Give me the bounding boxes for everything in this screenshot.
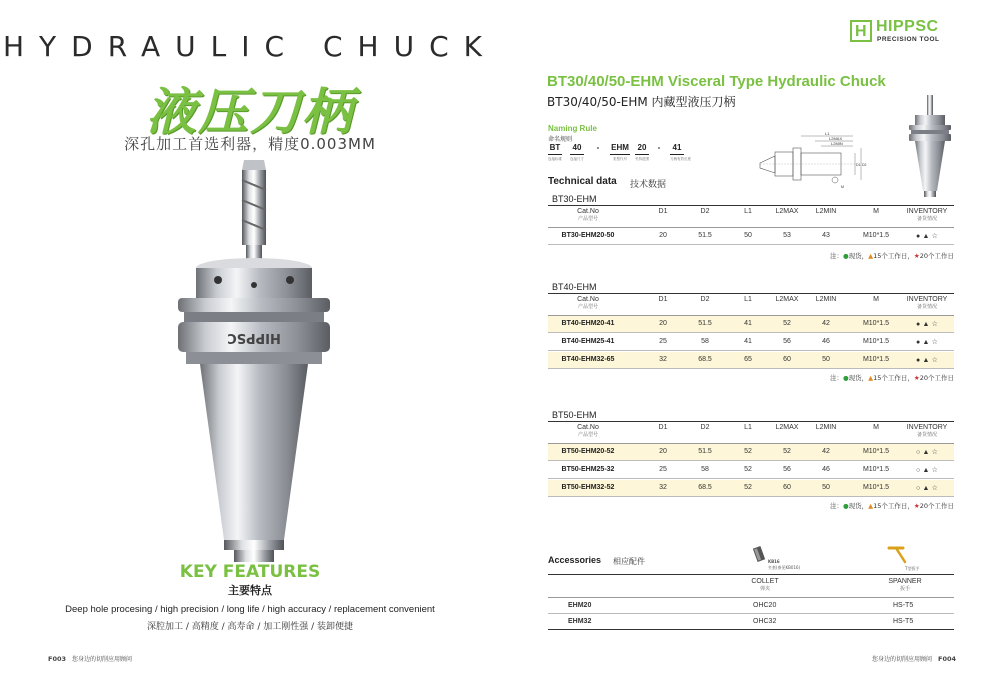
inventory-status-icons: ○ ▲ ☆ [916, 449, 938, 456]
logo-subtitle: PRECISION TOOL [877, 36, 940, 43]
heading-english: HYDRAULIC CHUCK [2, 30, 497, 63]
drawing-label-l2min: L2MIN [831, 141, 843, 146]
accessory-row-spanner: HS-T5 [893, 618, 914, 625]
naming-segment: 41 刀柄有效长度 [670, 143, 691, 161]
inventory-status-icons: ● ▲ ☆ [916, 321, 938, 328]
table-row: BT50-EHM20-52 20 51.5 52 52 42 M10*1.5 ○ ▲ ☆ [548, 444, 954, 461]
table-row: BT40-EHM20-41 20 51.5 41 52 42 M10*1.5 ● ▲ ☆ [548, 316, 954, 333]
collet-caption-sub: 夹套(参见KB016) [768, 565, 801, 570]
accessory-row-collet: OHC20 [753, 602, 777, 609]
product-title-english: BT30/40/50-EHM Visceral Type Hydraulic Chuck [547, 73, 886, 90]
section-title: BT50-EHM [552, 410, 597, 420]
right-footer [872, 654, 956, 663]
product-marking: HIPPSC [227, 330, 281, 345]
stock-legend: 注：●现货，▲15个工作日，★20个工作日 [829, 374, 954, 382]
accessory-row-collet: OHC32 [753, 618, 777, 625]
technical-data-label: Technical data [548, 176, 617, 187]
naming-segment: EHM 类型代号 [611, 143, 629, 161]
accessory-row-spanner: HS-T5 [893, 602, 914, 609]
key-features-title: KEY FEATURES [179, 562, 321, 582]
left-footer-text: 您身边的切削应用顾问 [72, 656, 133, 663]
key-features-title-cn: 主要特点 [228, 584, 272, 597]
table-row: BT50-EHM25-32 25 58 52 56 46 M10*1.5 ○ ▲ ☆ [548, 462, 954, 479]
collet-column-header: COLLET 弹夹 [751, 578, 779, 592]
accessory-row-name: EHM20 [568, 602, 592, 609]
logo-mark-icon: H [850, 20, 872, 42]
drawing-label-d2: D2 [862, 163, 867, 167]
right-page-number: F004 [938, 655, 957, 663]
right-page [500, 0, 1000, 679]
drawing-label-l1: L1 [825, 131, 830, 136]
left-page-number: F003 [48, 655, 67, 663]
logo-name: HIPPSC [876, 18, 939, 35]
spanner-column-header: SPANNER 扳手 [888, 578, 922, 592]
naming-rule-segments [548, 143, 698, 169]
naming-segment: - [596, 143, 600, 152]
stock-legend: 注：●现货，▲15个工作日，★20个工作日 [829, 502, 954, 510]
naming-segment: - [657, 143, 661, 152]
heading-chinese: 液压刀柄 [146, 83, 354, 141]
naming-rule-label-cn: 命名规则 [548, 136, 573, 143]
inventory-status-icons: ● ▲ ☆ [916, 233, 938, 240]
inventory-status-icons: ● ▲ ☆ [916, 339, 938, 346]
inventory-status-icons: ○ ▲ ☆ [916, 485, 938, 492]
features-chinese: 深腔加工 / 高精度 / 高寿命 / 加工刚性强 / 装卸便捷 [146, 622, 354, 632]
table-row: BT40-EHM25-41 25 58 41 56 46 M10*1.5 ● ▲ ☆ [548, 334, 954, 351]
left-footer [48, 654, 132, 663]
table-row: BT40-EHM32-65 32 68.5 65 60 50 M10*1.5 ● ▲ ☆ [548, 352, 954, 369]
hydraulic-chuck-product-image [160, 150, 350, 570]
naming-segment: 20 夹持范围 [635, 143, 649, 161]
spanner-icon [885, 544, 913, 566]
collet-caption: KB16 [768, 559, 780, 564]
drawing-label-d1: D1 [856, 163, 861, 167]
table-row: BT50-EHM32-52 32 68.5 52 60 50 M10*1.5 ○ ▲ ☆ [548, 480, 954, 497]
inventory-status-icons: ● ▲ ☆ [916, 357, 938, 364]
drawing-label-l2max: L2MAX [829, 136, 843, 141]
table-header: Cat.No 产品型号 D1 D2 L1 L2MAX L2MIN M INVENTORY 备货情况 [577, 208, 948, 222]
features-english: Deep hole procesing / high precision / long life / high accuracy / replacement convenient [65, 604, 435, 615]
brand-logo [850, 20, 960, 46]
table-header: Cat.No 产品型号 D1 D2 L1 L2MAX L2MIN M INVENTORY 备货情况 [577, 296, 948, 310]
section-title: BT30-EHM [552, 194, 597, 204]
right-footer-text: 您身边的切削应用顾问 [872, 656, 933, 663]
accessories-label: Accessories [548, 555, 602, 565]
stock-legend: 注：●现货，▲15个工作日，★20个工作日 [829, 252, 954, 260]
spanner-caption: T型扳手 [905, 566, 920, 571]
technical-drawing [755, 128, 870, 193]
product-title-chinese: BT30/40/50-EHM 内藏型液压刀柄 [547, 95, 736, 109]
subheading: 深孔加工首选利器，精度0.003MM [124, 135, 376, 153]
table-header: Cat.No 产品型号 D1 D2 L1 L2MAX L2MIN M INVENTORY 备货情况 [577, 424, 948, 438]
accessories-label-cn: 相应配件 [613, 557, 645, 566]
drawing-label-m: M [841, 185, 844, 189]
naming-segment: BT 连接标准 [548, 143, 562, 161]
naming-segment: 40 连接尺寸 [570, 143, 584, 161]
table-row: BT30-EHM20-50 20 51.5 50 53 43 M10*1.5 ● ▲ ☆ [548, 228, 954, 245]
technical-data-label-cn: 技术数据 [630, 180, 667, 190]
section-title: BT40-EHM [552, 282, 597, 292]
product-thumbnail [905, 95, 955, 200]
inventory-status-icons: ○ ▲ ☆ [916, 467, 938, 474]
collet-icon [752, 545, 766, 563]
accessory-row-name: EHM32 [568, 618, 592, 625]
naming-rule-label: Naming Rule [548, 124, 597, 133]
